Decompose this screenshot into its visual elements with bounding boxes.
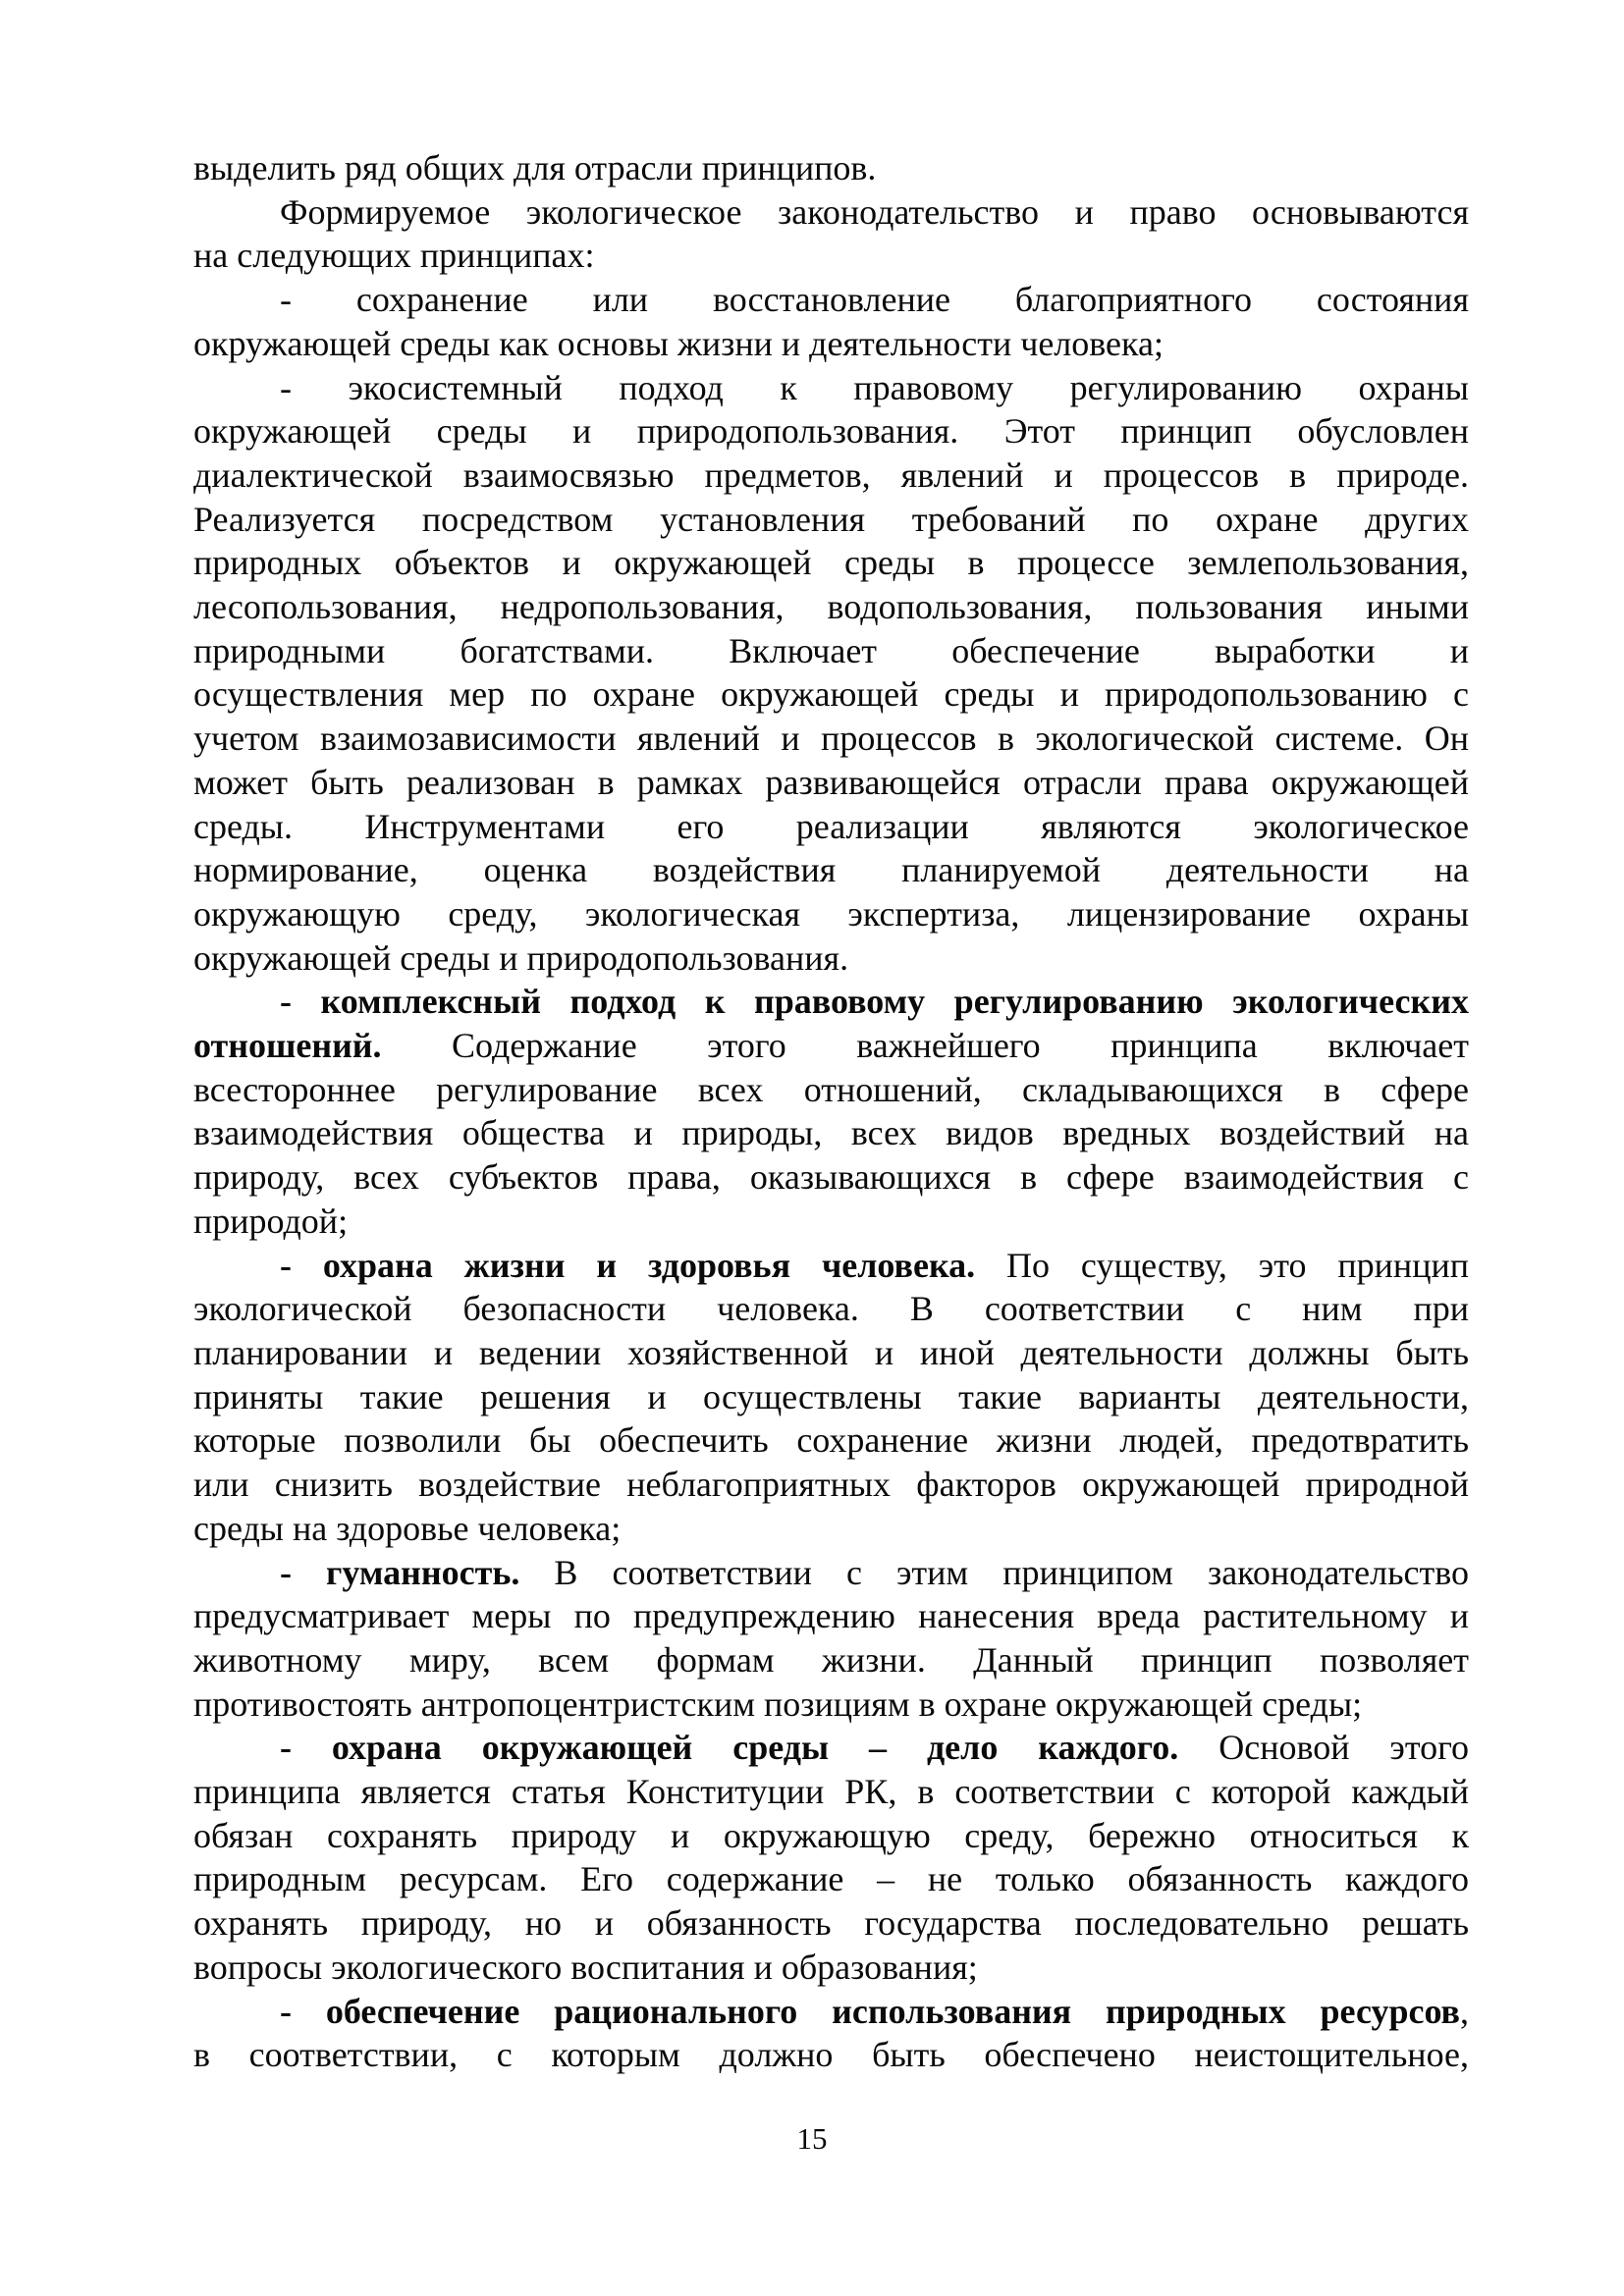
text-line — [193, 936, 1469, 981]
text-run: осуществления мер по охране окружающей среды и природопользованию с — [193, 674, 1469, 715]
text-run: может быть реализован в рамках развивающейся отрасли права окружающей — [193, 762, 1469, 802]
text-run: В соответствии с этим принципом законодательство — [519, 1552, 1469, 1592]
text-line — [193, 1507, 1469, 1551]
text-line — [193, 498, 1469, 542]
text-line — [193, 454, 1469, 498]
text-run: природу, всех субъектов права, оказывающихся в сфере взаимодействия с — [193, 1157, 1469, 1198]
text-run: нормирование, оценка воздействия планируемой деятельности на — [193, 850, 1469, 890]
text-line — [193, 1463, 1469, 1507]
text-run: предусматривает меры по предупреждению нанесения вреда растительному и — [193, 1596, 1469, 1636]
text-run: Основой этого — [1178, 1728, 1469, 1768]
text-run: - сохранение или восстановление благоприятного состояния — [280, 280, 1469, 320]
text-run: планировании и ведении хозяйственной и иной деятельности должны быть — [193, 1332, 1469, 1372]
text-line — [193, 585, 1469, 629]
bold-text-run: - обеспечение рационального использования природных ресурсов — [280, 1991, 1460, 2031]
text-run: вопросы экологического воспитания и образования; — [193, 1947, 978, 1987]
text-run: принципа является статья Конституции РК, в соответствии с которой каждый — [193, 1772, 1469, 1812]
text-line — [193, 761, 1469, 805]
text-line — [193, 409, 1469, 454]
text-line — [193, 1990, 1469, 2034]
text-line — [193, 1594, 1469, 1638]
text-line — [193, 980, 1469, 1024]
text-line — [193, 1287, 1469, 1331]
text-run: обязан сохранять природу и окружающую среду, бережно относиться к — [193, 1815, 1469, 1855]
text-line — [193, 2033, 1469, 2077]
text-line — [193, 629, 1469, 673]
text-run: охранять природу, но и обязанность государства последовательно решать — [193, 1903, 1469, 1944]
text-run: среды на здоровье человека; — [193, 1508, 622, 1548]
text-run: на следующих принципах: — [193, 236, 595, 276]
text-line — [193, 1901, 1469, 1946]
text-line — [193, 1638, 1469, 1682]
text-run: природным ресурсам. Его содержание – не только обязанность каждого — [193, 1859, 1469, 1899]
text-line — [193, 1244, 1469, 1288]
text-line — [193, 1331, 1469, 1375]
text-line — [193, 1946, 1469, 1990]
text-run: природных объектов и окружающей среды в процессе землепользования, — [193, 543, 1469, 583]
text-run: Содержание этого важнейшего принципа включает — [381, 1026, 1469, 1066]
text-line — [193, 805, 1469, 849]
text-run: окружающей среды и природопользования. Этот принцип обусловлен — [193, 411, 1469, 452]
text-run: окружающей среды как основы жизни и деятельности человека; — [193, 323, 1164, 363]
bold-text-run: - охрана окружающей среды – дело каждого. — [280, 1728, 1179, 1768]
text-line — [193, 1682, 1469, 1727]
text-run: - экосистемный подход к правовому регулированию охраны — [280, 367, 1469, 407]
text-line — [193, 1857, 1469, 1901]
text-run: выделить ряд общих для отрасли принципов. — [193, 148, 877, 187]
text-line — [193, 1111, 1469, 1155]
text-run: Формируемое экологическое законодательство и право основываются — [280, 191, 1469, 232]
bold-text-run: отношений. — [193, 1026, 382, 1066]
text-line — [193, 190, 1469, 235]
text-line — [193, 1726, 1469, 1770]
text-run: в соответствии, с которым должно быть обеспечено неистощительное, — [193, 2035, 1469, 2075]
text-run: диалектической взаимосвязью предметов, явлений и процессов в природе. — [193, 454, 1469, 495]
text-run: которые позволили бы обеспечить сохранение жизни людей, предотвратить — [193, 1420, 1469, 1461]
text-line — [193, 1375, 1469, 1419]
text-run: экологической безопасности человека. В соответствии с ним при — [193, 1289, 1469, 1329]
text-line — [193, 1024, 1469, 1068]
text-run: среды. Инструментами его реализации являются экологическое — [193, 806, 1469, 846]
text-run: учетом взаимозависимости явлений и процессов в экологической системе. Он — [193, 719, 1469, 759]
text-line — [193, 1551, 1469, 1595]
text-run: приняты такие решения и осуществлены такие варианты деятельности, — [193, 1376, 1469, 1416]
text-run: По существу, это принцип — [975, 1245, 1469, 1285]
text-run: окружающей среды и природопользования. — [193, 937, 849, 978]
text-run: противостоять антропоцентристским позициям в охране окружающей среды; — [193, 1683, 1363, 1724]
text-line — [193, 541, 1469, 585]
text-line — [193, 848, 1469, 892]
text-run: или снизить воздействие неблагоприятных факторов окружающей природной — [193, 1465, 1469, 1505]
text-line — [193, 1155, 1469, 1200]
text-line — [193, 1814, 1469, 1858]
text-run: Реализуется посредством установления требований по охране других — [193, 499, 1469, 539]
text-line — [193, 278, 1469, 322]
text-run: взаимодействия общества и природы, всех видов вредных воздействий на — [193, 1113, 1469, 1153]
bold-text-run: - комплексный подход к правовому регулированию экологических — [280, 982, 1469, 1022]
text-block — [193, 146, 1469, 2077]
text-run: природными богатствами. Включает обеспечение выработки и — [193, 630, 1469, 670]
text-run: всестороннее регулирование всех отношений, складывающихся в сфере — [193, 1069, 1469, 1109]
text-run: лесопользования, недропользования, водопользования, пользования иными — [193, 587, 1469, 627]
text-line — [193, 717, 1469, 761]
text-line — [193, 1770, 1469, 1814]
text-run: окружающую среду, экологическая экспертиза, лицензирование охраны — [193, 893, 1469, 934]
page-number: 15 — [796, 2121, 828, 2156]
text-line — [193, 146, 1469, 190]
bold-text-run: - охрана жизни и здоровья человека. — [280, 1245, 976, 1285]
text-line — [193, 234, 1469, 278]
text-run: животному миру, всем формам жизни. Данный принцип позволяет — [193, 1639, 1469, 1680]
text-line — [193, 1418, 1469, 1463]
text-run: природой; — [193, 1201, 349, 1241]
text-line — [193, 672, 1469, 717]
text-line — [193, 892, 1469, 936]
text-line — [193, 366, 1469, 410]
text-run: , — [1460, 1991, 1469, 2031]
text-line — [193, 322, 1469, 366]
text-line — [193, 1068, 1469, 1112]
text-line — [193, 1200, 1469, 1244]
bold-text-run: - гуманность. — [280, 1552, 520, 1592]
